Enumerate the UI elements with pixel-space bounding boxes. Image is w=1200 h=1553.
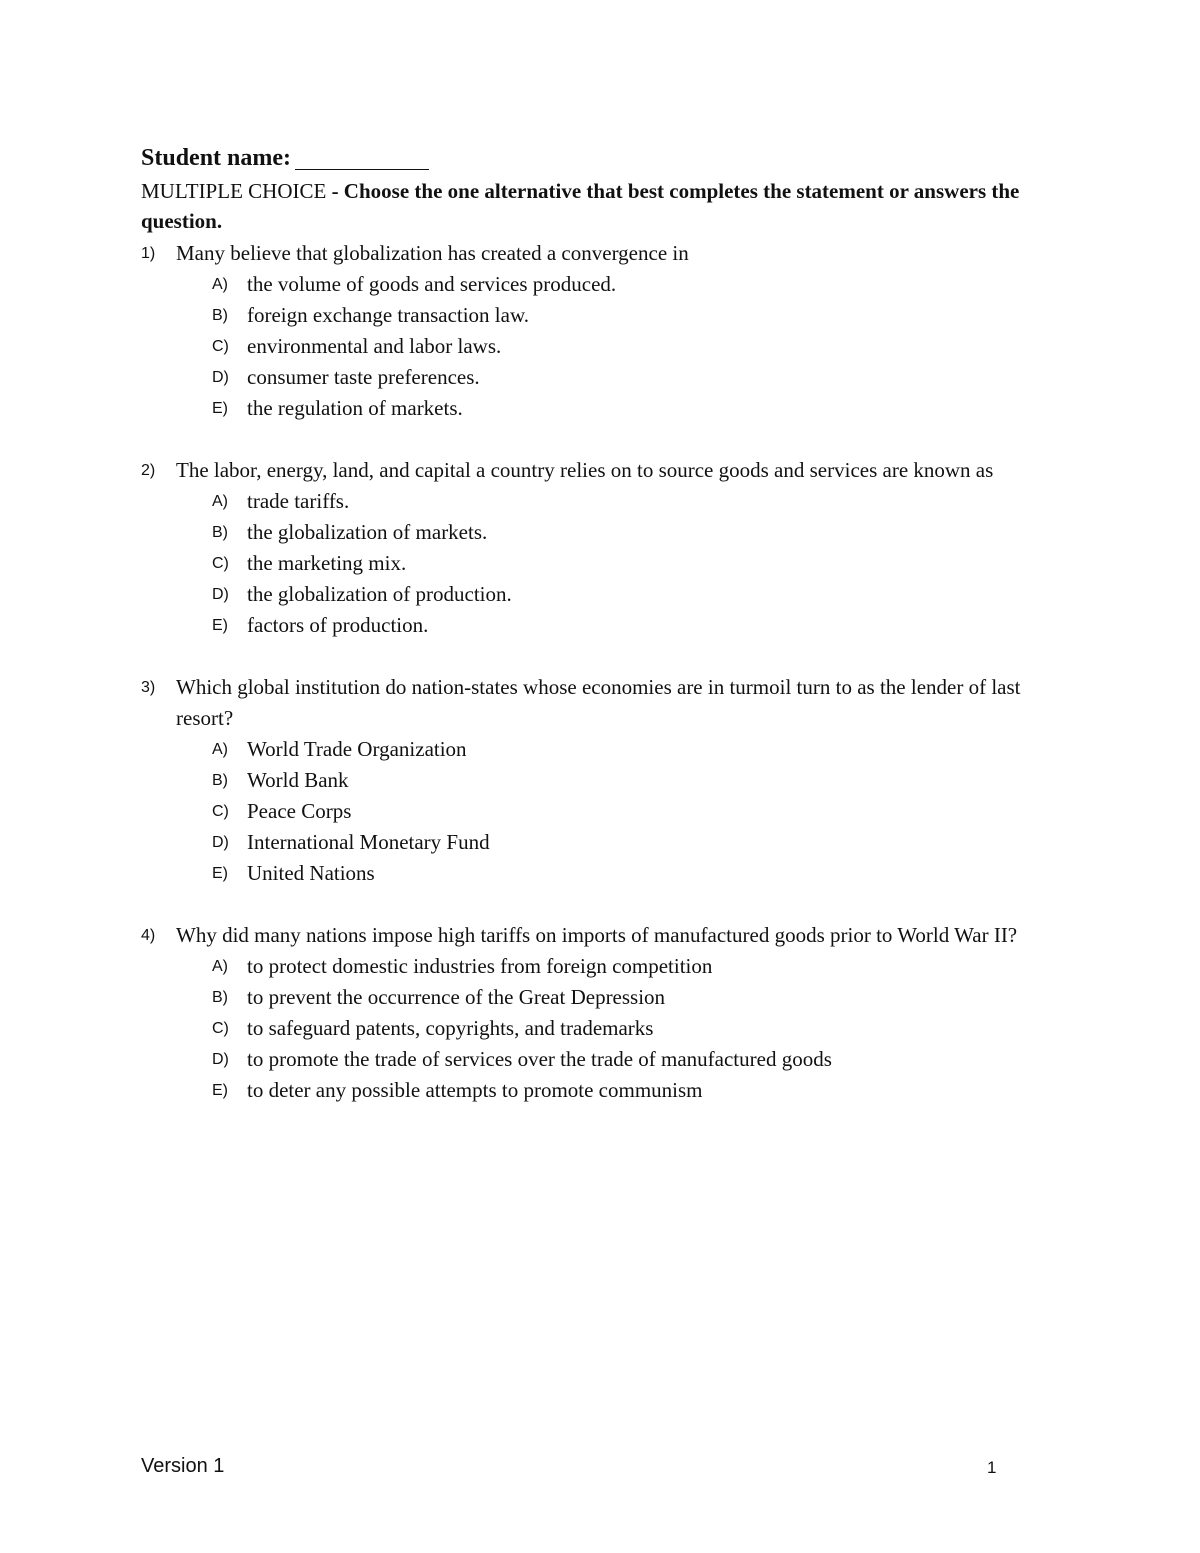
option-text: to promote the trade of services over the trade of manufactured goods (247, 1047, 832, 1071)
page-content (141, 140, 1071, 1106)
option-text: the globalization of markets. (247, 520, 488, 544)
option-text: consumer taste preferences. (247, 365, 480, 389)
answer-option (141, 362, 1071, 393)
answer-option (141, 548, 1071, 579)
option-text: International Monetary Fund (247, 830, 490, 854)
answer-option (141, 1044, 1071, 1075)
footer-version: Version 1 (141, 1455, 225, 1477)
option-text: to protect domestic industries from foreign competition (247, 954, 713, 978)
question-stem (141, 672, 1071, 734)
option-text: United Nations (247, 861, 375, 885)
option-letter: B) (212, 524, 228, 541)
option-letter: A) (212, 741, 228, 758)
answer-option (141, 827, 1071, 858)
question-text: Many believe that globalization has created a convergence in (176, 241, 689, 265)
option-text: Peace Corps (247, 799, 352, 823)
question-text: The labor, energy, land, and capital a country relies on to source goods and services are known as (176, 458, 994, 482)
question-number: 2) (141, 462, 156, 479)
question-stem (141, 455, 1071, 486)
option-text: environmental and labor laws. (247, 334, 502, 358)
answer-option (141, 796, 1071, 827)
question-stem (141, 238, 1071, 269)
option-text: World Bank (247, 768, 349, 792)
option-letter: B) (212, 307, 228, 324)
question-2 (141, 455, 1071, 641)
answer-option (141, 610, 1071, 641)
option-text: the regulation of markets. (247, 396, 463, 420)
option-letter: A) (212, 493, 228, 510)
answer-option (141, 734, 1071, 765)
option-text: to safeguard patents, copyrights, and trademarks (247, 1016, 654, 1040)
question-stem (141, 920, 1071, 951)
answer-option (141, 765, 1071, 796)
option-letter: B) (212, 772, 228, 789)
option-text: foreign exchange transaction law. (247, 303, 530, 327)
option-text: factors of production. (247, 613, 429, 637)
answer-option (141, 393, 1071, 424)
student-name-blank (295, 143, 429, 170)
option-text: to deter any possible attempts to promote communism (247, 1078, 703, 1102)
question-4 (141, 920, 1071, 1106)
question-number: 4) (141, 927, 156, 944)
answer-option (141, 1013, 1071, 1044)
student-name-label: Student name: (141, 145, 292, 171)
answer-option (141, 858, 1071, 889)
option-letter: C) (212, 555, 229, 572)
answer-option (141, 579, 1071, 610)
question-text: Which global institution do nation-states whose economies are in turmoil turn to as the lender of last resort? (176, 675, 1021, 730)
option-letter: E) (212, 617, 228, 634)
question-text: Why did many nations impose high tariffs on imports of manufactured goods prior to World War II? (176, 923, 1018, 947)
answer-option (141, 331, 1071, 362)
instructions-text: - Choose the one alternative that best completes the statement or answers the question. (141, 179, 1020, 233)
option-text: the globalization of production. (247, 582, 512, 606)
answer-option (141, 300, 1071, 331)
instructions (141, 176, 1071, 236)
answer-option (141, 269, 1071, 300)
question-1 (141, 238, 1071, 424)
option-letter: D) (212, 1051, 229, 1068)
option-text: to prevent the occurrence of the Great Depression (247, 985, 666, 1009)
option-letter: D) (212, 369, 229, 386)
option-text: trade tariffs. (247, 489, 350, 513)
question-3 (141, 672, 1071, 889)
answer-option (141, 486, 1071, 517)
option-letter: A) (212, 276, 228, 293)
answer-option (141, 982, 1071, 1013)
option-letter: C) (212, 1020, 229, 1037)
instructions-lead: MULTIPLE CHOICE (141, 179, 327, 203)
option-letter: E) (212, 1082, 228, 1099)
answer-option (141, 517, 1071, 548)
option-letter: D) (212, 834, 229, 851)
question-number: 1) (141, 245, 156, 262)
option-letter: B) (212, 989, 228, 1006)
option-text: World Trade Organization (247, 737, 467, 761)
option-letter: C) (212, 803, 229, 820)
option-letter: E) (212, 400, 228, 417)
answer-option (141, 1075, 1071, 1106)
student-name-line (141, 140, 1071, 176)
footer-page-number: 1 (987, 1458, 997, 1477)
option-text: the volume of goods and services produced. (247, 272, 617, 296)
option-letter: A) (212, 958, 228, 975)
answer-option (141, 951, 1071, 982)
option-text: the marketing mix. (247, 551, 407, 575)
option-letter: C) (212, 338, 229, 355)
option-letter: D) (212, 586, 229, 603)
question-number: 3) (141, 679, 156, 696)
option-letter: E) (212, 865, 228, 882)
